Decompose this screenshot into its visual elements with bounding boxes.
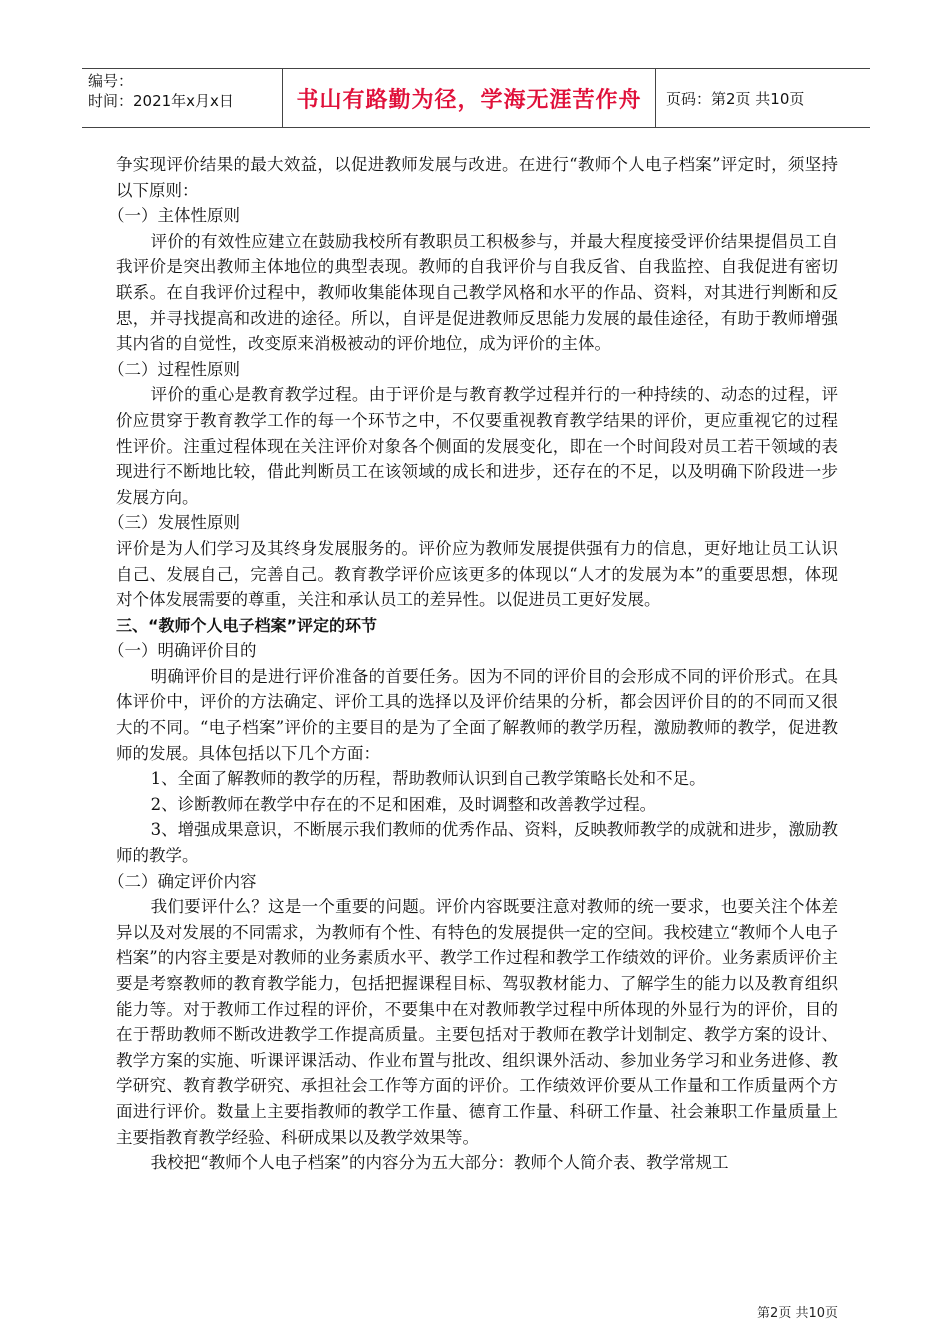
paragraph: 评价是为人们学习及其终身发展服务的。评价应为教师发展提供强有力的信息，更好地让员工认识自己、发展自己，完善自己。教育教学评价应该更多的体现以“人才的发展为本”的重要思想，体现对个体发展需要的尊重，关注和承认员工的差异性。以促进员工更好发展。 (116, 538, 838, 610)
header-time: 时间：2021年x月x日 (88, 92, 234, 110)
subsection-heading: （一）明确评价目的 (108, 641, 257, 661)
paragraph: 评价的重心是教育教学过程。由于评价是与教育教学过程并行的一种持续的、动态的过程，评价应贯穿于教育教学工作的每一个环节之中，不仅要重视教育教学结果的评价，更应重视它的过程性评价。注重过程体现在关注评价对象各个侧面的发展变化，即在一个时间段对员工若干领域的表现进行不断地比较，借此判断员工在该领域的成长和进步，还存在的不足，以及明确下阶段进一步发展方向。 (116, 385, 838, 507)
header-meta (82, 69, 283, 127)
paragraph: 评价的有效性应建立在鼓励我校所有教职员工积极参与，并最大程度接受评价结果提倡员工自我评价是突出教师主体地位的典型表现。教师的自我评价与自我反省、自我监控、自我促进有密切联系。在自我评价过程中，教师收集能体现自己教学风格和水平的作品、资料，对其进行判断和反思，并寻找提高和改进的途径。所以，自评是促进教师反思能力发展的最佳途径，有助于教师增强其内省的自觉性，改变原来消极被动的评价地位，成为评价的主体。 (116, 231, 838, 354)
document-body (108, 152, 838, 1176)
paragraph: 争实现评价结果的最大效益，以促进教师发展与改进。在进行“教师个人电子档案”评定时，须坚持以下原则： (116, 155, 838, 200)
header-page-number: 页码：第2页 共10页 (666, 89, 805, 108)
page-footer: 第2页 共10页 (757, 1306, 838, 1321)
header-motto: 书山有路勤为径，学海无涯苦作舟 (283, 69, 656, 127)
paragraph: 3、增强成果意识，不断展示我们教师的优秀作品、资料，反映教师教学的成就和进步，激励教师的教学。 (116, 820, 838, 866)
section-heading: 三、“教师个人电子档案”评定的环节 (116, 615, 378, 635)
page-header (82, 68, 870, 128)
subsection-heading: （二）确定评价内容 (108, 871, 257, 891)
subsection-heading: （二）过程性原则 (108, 359, 240, 379)
paragraph: 明确评价目的是进行评价准备的首要任务。因为不同的评价目的会形成不同的评价形式。在具体评价中，评价的方法确定、评价工具的选择以及评价结果的分析，都会因评价目的的不同而又很大的不同。“电子档案”评价的主要目的是为了全面了解教师的教学历程，激励教师的教学，促进教师的发展。具体包括以下几个方面： (116, 666, 838, 763)
subsection-heading: （三）发展性原则 (108, 513, 240, 533)
paragraph: 1、全面了解教师的教学的历程，帮助教师认识到自己教学策略长处和不足。 (150, 769, 706, 789)
header-number: 编号： (88, 72, 134, 90)
subsection-heading: （一）主体性原则 (108, 206, 240, 226)
paragraph: 2、诊断教师在教学中存在的不足和困难，及时调整和改善教学过程。 (150, 794, 657, 814)
paragraph: 我校把“教师个人电子档案”的内容分为五大部分：教师个人简介表、教学常规工 (150, 1153, 729, 1173)
paragraph: 我们要评什么？这是一个重要的问题。评价内容既要注意对教师的统一要求，也要关注个体差异以及对发展的不同需求，为教师有个性、有特色的发展提供一定的空间。我校建立“教师个人电子档案”的内容主要是对教师的业务素质水平、教学工作过程和教学工作绩效的评价。业务素质评价主要是考察教师的教育教学能力，包括把握课程目标、驾驭教材能力、了解学生的能力以及教育组织能力等。对于教师工作过程的评价，不要集中在对教师教学过程中所体现的外显行为的评价，目的在于帮助教师不断改进教学工作提高质量。主要包括对于教师在教学计划制定、教学方案的设计、教学方案的实施、听课评课活动、作业布置与批改、组织课外活动、参加业务学习和业务进修、教学研究、教育教学研究、承担社会工作等方面的评价。工作绩效评价要从工作量和工作质量两个方面进行评价。数量上主要指教师的教学工作量、德育工作量、科研工作量、社会兼职工作量质量上主要指教育教学经验、科研成果以及教学效果等。 (116, 897, 838, 1147)
